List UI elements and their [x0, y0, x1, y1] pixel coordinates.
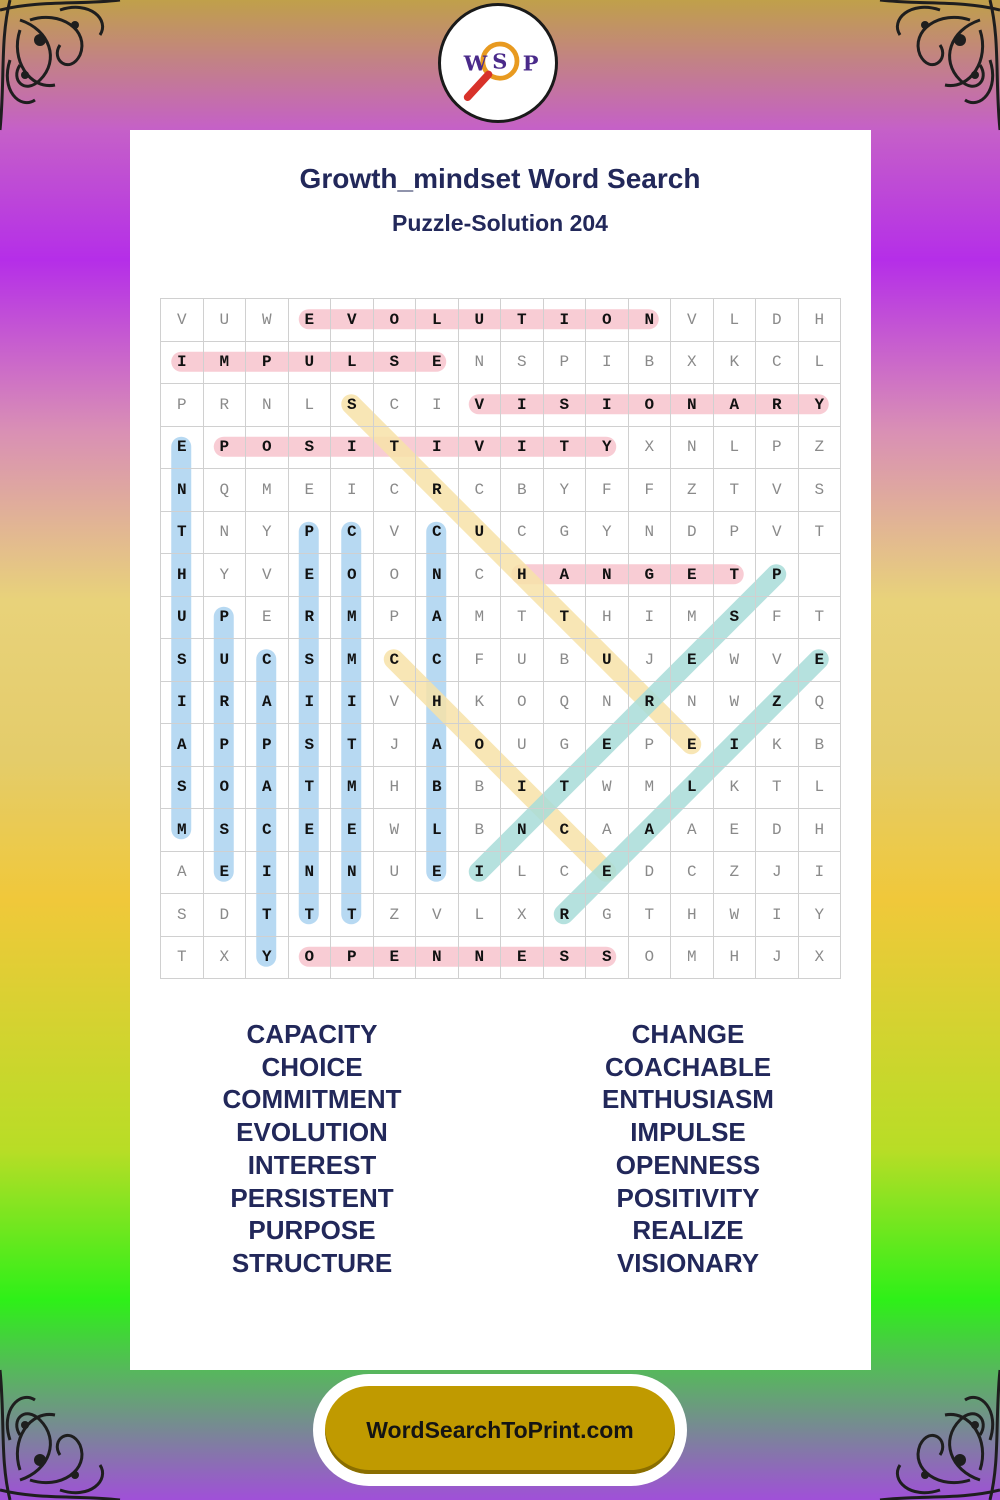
floral-ornament-icon	[0, 0, 150, 150]
grid-cell[interactable]: G	[629, 554, 672, 597]
grid-cell[interactable]: I	[459, 852, 502, 895]
word-list-right	[538, 1018, 838, 1280]
grid-cell[interactable]: P	[629, 724, 672, 767]
word-list-item: ENTHUSIASM	[602, 1084, 774, 1115]
grid-cell[interactable]: N	[586, 554, 629, 597]
grid-cell[interactable]: V	[459, 427, 502, 470]
grid-cell[interactable]: N	[459, 342, 502, 385]
grid-cell[interactable]: N	[629, 512, 672, 555]
grid-cell[interactable]: H	[799, 809, 842, 852]
grid-cell[interactable]: R	[204, 384, 247, 427]
letter-grid[interactable]	[160, 298, 841, 979]
grid-cell[interactable]: Y	[586, 427, 629, 470]
grid-cell[interactable]: Y	[204, 554, 247, 597]
grid-cell[interactable]: S	[799, 469, 842, 512]
word-list-item: OPENNESS	[615, 1149, 761, 1180]
word-list-item: COACHABLE	[604, 1051, 772, 1082]
word-list-item: PURPOSE	[248, 1215, 376, 1246]
grid-cell[interactable]: N	[246, 384, 289, 427]
grid-cell[interactable]: I	[629, 597, 672, 640]
grid-cell[interactable]: G	[586, 894, 629, 937]
grid-cell[interactable]: T	[629, 894, 672, 937]
grid-cell[interactable]: R	[629, 682, 672, 725]
grid-cell[interactable]: N	[459, 937, 502, 980]
grid-cell[interactable]: C	[459, 469, 502, 512]
word-list-item: IMPULSE	[630, 1117, 746, 1148]
grid-cell[interactable]: M	[629, 767, 672, 810]
grid-cell[interactable]: T	[501, 299, 544, 342]
grid-cell[interactable]: O	[629, 384, 672, 427]
grid-cell[interactable]: E	[416, 852, 459, 895]
grid-cell[interactable]: E	[161, 427, 204, 470]
word-list-item: VISIONARY	[616, 1247, 760, 1278]
grid-cell[interactable]: Y	[799, 894, 842, 937]
grid-cell[interactable]: I	[416, 384, 459, 427]
grid-cell[interactable]: I	[161, 682, 204, 725]
grid-cell[interactable]: T	[544, 427, 587, 470]
grid-cell[interactable]: V	[161, 299, 204, 342]
grid-cell[interactable]: H	[586, 597, 629, 640]
grid-cell[interactable]: T	[331, 894, 374, 937]
grid-cell[interactable]: L	[714, 427, 757, 470]
grid-cell[interactable]: N	[204, 512, 247, 555]
grid-cell[interactable]: T	[246, 894, 289, 937]
grid-cell[interactable]: V	[416, 894, 459, 937]
grid-cell[interactable]: U	[459, 299, 502, 342]
grid-cell[interactable]: P	[289, 512, 332, 555]
grid-cell[interactable]: V	[331, 299, 374, 342]
grid-cell[interactable]: V	[459, 384, 502, 427]
grid-cell[interactable]: N	[629, 299, 672, 342]
grid-cell[interactable]: T	[544, 597, 587, 640]
grid-cell[interactable]: B	[501, 469, 544, 512]
grid-cell[interactable]: I	[501, 427, 544, 470]
grid-cell[interactable]: S	[161, 767, 204, 810]
grid-cell[interactable]: N	[586, 682, 629, 725]
grid-cell[interactable]: N	[671, 384, 714, 427]
grid-cell[interactable]: W	[714, 894, 757, 937]
wsp-logo[interactable]	[438, 3, 558, 123]
grid-cell[interactable]: C	[374, 384, 417, 427]
grid-cell[interactable]: T	[714, 554, 757, 597]
grid-cell[interactable]: A	[714, 384, 757, 427]
grid-cell[interactable]: X	[501, 894, 544, 937]
grid-cell[interactable]: T	[161, 937, 204, 980]
grid-cell[interactable]: S	[289, 639, 332, 682]
grid-cell[interactable]: J	[756, 852, 799, 895]
grid-cell[interactable]: L	[714, 299, 757, 342]
grid-cell[interactable]: H	[416, 682, 459, 725]
grid-cell[interactable]: K	[714, 767, 757, 810]
grid-cell[interactable]: D	[204, 894, 247, 937]
grid-cell[interactable]: L	[416, 809, 459, 852]
grid-cell[interactable]: F	[586, 469, 629, 512]
grid-cell[interactable]: L	[799, 767, 842, 810]
grid-cell[interactable]: B	[459, 767, 502, 810]
grid-cell[interactable]: A	[161, 724, 204, 767]
grid-cell[interactable]: T	[714, 469, 757, 512]
grid-cell[interactable]: N	[416, 937, 459, 980]
floral-ornament-icon	[850, 0, 1000, 150]
grid-cell[interactable]: M	[331, 639, 374, 682]
grid-cell[interactable]: M	[331, 597, 374, 640]
grid-cell[interactable]: W	[374, 809, 417, 852]
grid-cell[interactable]: N	[501, 809, 544, 852]
grid-cell[interactable]: V	[374, 682, 417, 725]
grid-cell[interactable]: R	[416, 469, 459, 512]
grid-cell[interactable]: V	[756, 469, 799, 512]
grid-cell[interactable]: E	[799, 639, 842, 682]
grid-cell[interactable]: E	[331, 809, 374, 852]
logo-letter-s: S	[492, 48, 508, 74]
grid-cell[interactable]: S	[289, 724, 332, 767]
word-list-item: PERSISTENT	[230, 1182, 394, 1213]
grid-cell[interactable]: C	[459, 554, 502, 597]
word-list-left	[162, 1018, 462, 1280]
grid-cell[interactable]: U	[204, 299, 247, 342]
grid-cell[interactable]: T	[289, 894, 332, 937]
grid-cell[interactable]: K	[459, 682, 502, 725]
grid-cell[interactable]: I	[331, 469, 374, 512]
grid-cell[interactable]: S	[161, 894, 204, 937]
grid-cell[interactable]: E	[289, 809, 332, 852]
grid-cell[interactable]: Y	[586, 512, 629, 555]
word-list-item: STRUCTURE	[231, 1247, 393, 1278]
grid-cell[interactable]: C	[374, 639, 417, 682]
word-list-item: REALIZE	[632, 1215, 744, 1246]
website-link-button[interactable]: WordSearchToPrint.com	[325, 1386, 675, 1474]
grid-cell[interactable]: Z	[799, 427, 842, 470]
grid-cell[interactable]: A	[586, 809, 629, 852]
word-list-item: CAPACITY	[246, 1019, 378, 1049]
grid-cell[interactable]: Q	[799, 682, 842, 725]
grid-cell[interactable]: L	[289, 384, 332, 427]
grid-cell[interactable]: M	[204, 342, 247, 385]
grid-cell[interactable]: E	[289, 554, 332, 597]
grid-cell[interactable]: P	[204, 427, 247, 470]
grid-cell[interactable]: B	[416, 767, 459, 810]
grid-cell[interactable]: P	[756, 427, 799, 470]
grid-cell[interactable]: T	[501, 597, 544, 640]
grid-cell[interactable]: C	[756, 342, 799, 385]
grid-cell[interactable]: T	[756, 767, 799, 810]
grid-cell[interactable]: K	[756, 724, 799, 767]
grid-cell[interactable]: I	[586, 384, 629, 427]
page-title: Growth_mindset Word Search	[299, 163, 701, 194]
grid-cell[interactable]: U	[501, 724, 544, 767]
grid-cell[interactable]: I	[161, 342, 204, 385]
grid-cell[interactable]: H	[671, 894, 714, 937]
grid-cell[interactable]: C	[246, 809, 289, 852]
grid-cell[interactable]: D	[629, 852, 672, 895]
grid-cell[interactable]: X	[204, 937, 247, 980]
grid-cell[interactable]: S	[204, 809, 247, 852]
grid-cell[interactable]: N	[331, 852, 374, 895]
grid-cell[interactable]: O	[586, 299, 629, 342]
grid-cell[interactable]: N	[161, 469, 204, 512]
grid-cell[interactable]: B	[544, 639, 587, 682]
grid-cell[interactable]: T	[799, 512, 842, 555]
grid-cell[interactable]: O	[459, 724, 502, 767]
grid-cell[interactable]: S	[374, 342, 417, 385]
grid-cell[interactable]: D	[756, 299, 799, 342]
grid-cell[interactable]: J	[374, 724, 417, 767]
grid-cell[interactable]: W	[714, 682, 757, 725]
grid-cell[interactable]: E	[586, 852, 629, 895]
grid-cell[interactable]: B	[799, 724, 842, 767]
grid-cell[interactable]: X	[629, 427, 672, 470]
grid-cell[interactable]: H	[714, 937, 757, 980]
logo-letter-p: P	[522, 50, 539, 76]
corner-ornament-bottom-right	[850, 1350, 1000, 1500]
grid-cell[interactable]: E	[416, 342, 459, 385]
grid-cell[interactable]: U	[289, 342, 332, 385]
magnifier-logo-icon	[441, 6, 555, 120]
grid-cell[interactable]: M	[246, 469, 289, 512]
grid-cell[interactable]: I	[799, 852, 842, 895]
grid-cell[interactable]: F	[756, 597, 799, 640]
grid-cell[interactable]: A	[629, 809, 672, 852]
grid-cell[interactable]: Z	[671, 469, 714, 512]
grid-cell[interactable]: D	[756, 809, 799, 852]
grid-cell[interactable]: N	[289, 852, 332, 895]
grid-cell[interactable]: A	[416, 724, 459, 767]
page-subtitle: Puzzle-Solution 204	[392, 210, 608, 236]
grid-cell[interactable]: I	[331, 682, 374, 725]
grid-cell[interactable]: C	[501, 512, 544, 555]
grid-cell[interactable]: T	[544, 767, 587, 810]
grid-cell[interactable]: B	[629, 342, 672, 385]
grid-cell[interactable]: W	[714, 639, 757, 682]
grid-cell[interactable]: M	[671, 597, 714, 640]
grid-cell[interactable]: U	[204, 639, 247, 682]
grid-cell[interactable]: R	[544, 894, 587, 937]
grid-cell[interactable]: U	[501, 639, 544, 682]
grid-cell[interactable]: E	[204, 852, 247, 895]
word-list-item: POSITIVITY	[616, 1182, 760, 1213]
grid-cell[interactable]: R	[756, 384, 799, 427]
grid-cell[interactable]: Z	[374, 894, 417, 937]
word-list-item: COMMITMENT	[222, 1084, 402, 1115]
grid-cell[interactable]: F	[459, 639, 502, 682]
grid-cell[interactable]: I	[501, 767, 544, 810]
grid-cell[interactable]: G	[544, 724, 587, 767]
grid-cell[interactable]: K	[714, 342, 757, 385]
grid-cell[interactable]: L	[501, 852, 544, 895]
grid-cell[interactable]: C	[246, 639, 289, 682]
word-list-item: CHANGE	[631, 1019, 745, 1049]
grid-cell[interactable]: L	[671, 767, 714, 810]
grid-cell[interactable]: H	[161, 554, 204, 597]
grid-cell[interactable]: M	[331, 767, 374, 810]
grid-cell[interactable]	[799, 554, 842, 597]
grid-cell[interactable]: Y	[246, 937, 289, 980]
grid-cell[interactable]: X	[799, 937, 842, 980]
grid-cell[interactable]: E	[671, 724, 714, 767]
grid-cell[interactable]: U	[459, 512, 502, 555]
grid-cell[interactable]: L	[799, 342, 842, 385]
grid-cell[interactable]: C	[671, 852, 714, 895]
grid-cell[interactable]: T	[331, 724, 374, 767]
grid-cell[interactable]: C	[544, 809, 587, 852]
grid-cell[interactable]: P	[204, 597, 247, 640]
grid-cell[interactable]: W	[246, 299, 289, 342]
grid-cell[interactable]: Y	[544, 469, 587, 512]
word-list-item: INTEREST	[247, 1149, 377, 1180]
grid-cell[interactable]: T	[799, 597, 842, 640]
grid-cell[interactable]: I	[756, 894, 799, 937]
grid-cell[interactable]: P	[544, 342, 587, 385]
grid-cell[interactable]: E	[289, 469, 332, 512]
grid-cell[interactable]: S	[586, 937, 629, 980]
grid-cell[interactable]: L	[416, 299, 459, 342]
grid-cell[interactable]: D	[671, 512, 714, 555]
grid-cell[interactable]: P	[374, 597, 417, 640]
grid-cell[interactable]: P	[714, 512, 757, 555]
grid-cell[interactable]: E	[501, 937, 544, 980]
grid-cell[interactable]: F	[629, 469, 672, 512]
grid-cell[interactable]: V	[756, 639, 799, 682]
grid-cell[interactable]: A	[161, 852, 204, 895]
grid-cell[interactable]: C	[544, 852, 587, 895]
grid-cell[interactable]: S	[501, 342, 544, 385]
grid-cell[interactable]: B	[459, 809, 502, 852]
word-list-item: EVOLUTION	[236, 1117, 388, 1148]
grid-cell[interactable]: U	[161, 597, 204, 640]
grid-cell[interactable]: A	[416, 597, 459, 640]
grid-cell[interactable]: P	[204, 724, 247, 767]
grid-cell[interactable]: H	[501, 554, 544, 597]
grid-cell[interactable]: S	[161, 639, 204, 682]
grid-cell[interactable]: I	[586, 342, 629, 385]
grid-cell[interactable]: Q	[204, 469, 247, 512]
grid-cell[interactable]: S	[289, 427, 332, 470]
grid-cell[interactable]: L	[331, 342, 374, 385]
grid-cell[interactable]: O	[204, 767, 247, 810]
floral-ornament-icon	[0, 1350, 150, 1500]
grid-cell[interactable]: E	[671, 554, 714, 597]
grid-cell[interactable]: Q	[544, 682, 587, 725]
grid-cell[interactable]: E	[374, 937, 417, 980]
grid-cell[interactable]: P	[161, 384, 204, 427]
grid-cell[interactable]: I	[289, 682, 332, 725]
grid-cell[interactable]: G	[544, 512, 587, 555]
grid-cell[interactable]: S	[714, 597, 757, 640]
grid-cell[interactable]: U	[586, 639, 629, 682]
grid-cell[interactable]: P	[756, 554, 799, 597]
grid-cell[interactable]: E	[671, 639, 714, 682]
grid-cell[interactable]: E	[289, 299, 332, 342]
grid-cell[interactable]: N	[671, 427, 714, 470]
grid-cell[interactable]: H	[374, 767, 417, 810]
grid-cell[interactable]: V	[671, 299, 714, 342]
grid-cell[interactable]: S	[331, 384, 374, 427]
grid-cell[interactable]: N	[416, 554, 459, 597]
grid-cell[interactable]: S	[544, 384, 587, 427]
grid-cell[interactable]: C	[416, 639, 459, 682]
grid-cell[interactable]: Z	[756, 682, 799, 725]
grid-cell[interactable]: V	[756, 512, 799, 555]
grid-cell[interactable]: O	[501, 682, 544, 725]
grid-cell[interactable]: N	[671, 682, 714, 725]
grid-cell[interactable]: M	[459, 597, 502, 640]
grid-cell[interactable]: O	[331, 554, 374, 597]
grid-cell[interactable]: A	[671, 809, 714, 852]
grid-cell[interactable]: R	[289, 597, 332, 640]
grid-cell[interactable]: J	[756, 937, 799, 980]
grid-cell[interactable]: R	[204, 682, 247, 725]
grid-cell[interactable]: W	[586, 767, 629, 810]
grid-cell[interactable]: I	[331, 427, 374, 470]
word-list-item: CHOICE	[261, 1051, 363, 1082]
grid-cell[interactable]: T	[374, 427, 417, 470]
grid-cell[interactable]: T	[161, 512, 204, 555]
grid-cell[interactable]: V	[246, 554, 289, 597]
grid-cell[interactable]: I	[246, 852, 289, 895]
grid-cell[interactable]: L	[459, 894, 502, 937]
grid-cell[interactable]: V	[374, 512, 417, 555]
grid-cell[interactable]: H	[799, 299, 842, 342]
grid-cell[interactable]: X	[671, 342, 714, 385]
corner-ornament-bottom-left	[0, 1350, 150, 1500]
grid-cell[interactable]: Y	[246, 512, 289, 555]
grid-cell[interactable]: A	[246, 682, 289, 725]
grid-cell[interactable]: E	[714, 809, 757, 852]
grid-cell[interactable]: Y	[799, 384, 842, 427]
grid-cell[interactable]: O	[289, 937, 332, 980]
grid-cell[interactable]: J	[629, 639, 672, 682]
grid-cell[interactable]: I	[544, 299, 587, 342]
grid-cell[interactable]: A	[544, 554, 587, 597]
grid-cell[interactable]: S	[544, 937, 587, 980]
grid-cell[interactable]: E	[246, 597, 289, 640]
grid-cell[interactable]: A	[246, 767, 289, 810]
grid-cell[interactable]: O	[374, 299, 417, 342]
grid-cell[interactable]: M	[671, 937, 714, 980]
floral-ornament-icon	[850, 1350, 1000, 1500]
grid-cell[interactable]: P	[246, 724, 289, 767]
grid-cell[interactable]: P	[331, 937, 374, 980]
grid-cell[interactable]: Z	[714, 852, 757, 895]
grid-cell[interactable]: C	[374, 469, 417, 512]
grid-cell[interactable]: C	[416, 512, 459, 555]
grid-cell[interactable]: I	[714, 724, 757, 767]
grid-cell[interactable]: U	[374, 852, 417, 895]
corner-ornament-top-right	[850, 0, 1000, 150]
grid-cell[interactable]: E	[586, 724, 629, 767]
grid-cell[interactable]: I	[501, 384, 544, 427]
logo-letter-w: W	[463, 50, 488, 76]
grid-cell[interactable]: C	[331, 512, 374, 555]
grid-cell[interactable]: I	[416, 427, 459, 470]
grid-cell[interactable]: O	[374, 554, 417, 597]
grid-cell[interactable]: O	[246, 427, 289, 470]
grid-cell[interactable]: O	[629, 937, 672, 980]
grid-cell[interactable]: P	[246, 342, 289, 385]
grid-cell[interactable]: M	[161, 809, 204, 852]
grid-cell[interactable]: T	[289, 767, 332, 810]
corner-ornament-top-left	[0, 0, 150, 150]
